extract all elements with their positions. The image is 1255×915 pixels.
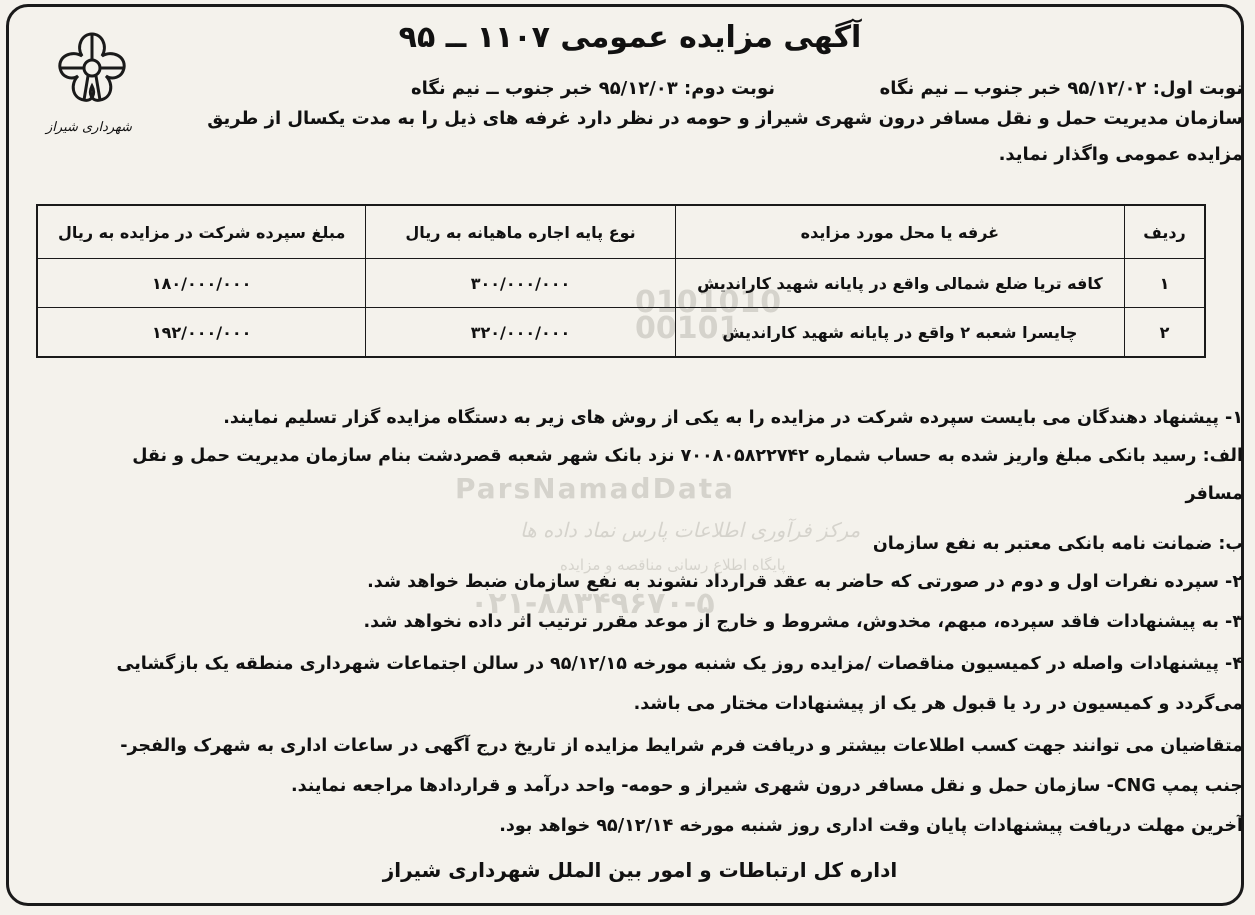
condition-1a-cont: مسافر xyxy=(1185,484,1243,504)
condition-3: ۳- به پیشنهادات فاقد سپرده، مبهم، مخدوش، مشروط و خارج از موعد مقرر ترتیب اثر داده نخواهد شد. xyxy=(363,612,1243,632)
condition-1a: الف: رسید بانکی مبلغ واریز شده به حساب شماره ۷۰۰۸۰۵۸۲۲۷۴۲ نزد بانک شهر شعبه قصردشت بنام سازمان مدیریت حمل و نقل xyxy=(132,446,1243,466)
row-number: ۲ xyxy=(1125,308,1205,358)
watermark-phone: ۰۲۱-۸۸۳۴۹۶۷۰-۵ xyxy=(470,586,715,621)
row-place: کافه تریا ضلع شمالی واقع در پایانه شهید کاراندیش xyxy=(675,259,1124,308)
condition-1: ۱- پیشنهاد دهندگان می بایست سپرده شرکت در مزایده را به یکی از روش های زیر به دستگاه مزایده گزار تسلیم نمایند. xyxy=(223,408,1243,428)
issuer-signature: اداره کل ارتباطات و امور بین الملل شهرداری شیراز xyxy=(382,858,898,882)
first-round: نوبت اول: ۹۵/۱۲/۰۲ خبر جنوب ــ نیم نگاه xyxy=(879,78,1243,99)
watermark-subtitle-2: پایگاه اطلاع رسانی مناقصه و مزایده xyxy=(560,556,786,574)
table-header-row xyxy=(37,205,1205,259)
row-deposit: ۱۸۰/۰۰۰/۰۰۰ xyxy=(37,259,366,308)
notice-title: آگهی مزایده عمومی ۱۱۰۷ ــ ۹۵ xyxy=(398,20,862,55)
row-deposit: ۱۹۲/۰۰۰/۰۰۰ xyxy=(37,308,366,358)
condition-4-cont: می‌گردد و کمیسیون در رد یا قبول هر یک از پیشنهادات مختار می باشد. xyxy=(633,694,1243,714)
condition-4: ۴- پیشنهادات واصله در کمیسیون مناقصات /مزایده روز یک شنبه مورخه ۹۵/۱۲/۱۵ در سالن اجتماعات شهرداری منطقه یک بازگشایی xyxy=(116,654,1243,674)
applicants-info: متقاضیان می توانند جهت کسب اطلاعات بیشتر و دریافت فرم شرایط مزایده از تاریخ درج آگهی در ساعات اداری به شهرک والفجر- xyxy=(120,736,1243,756)
second-round: نوبت دوم: ۹۵/۱۲/۰۳ خبر جنوب ــ نیم نگاه xyxy=(411,78,775,99)
row-place: چایسرا شعبه ۲ واقع در پایانه شهید کاراندیش xyxy=(675,308,1124,358)
header-row-number: ردیف xyxy=(1125,205,1205,259)
header-deposit: مبلغ سپرده شرکت در مزایده به ریال xyxy=(37,205,366,259)
auction-table xyxy=(36,204,1206,358)
intro-line-2: مزایده عمومی واگذار نماید. xyxy=(998,144,1243,165)
condition-1b: ب: ضمانت نامه بانکی معتبر به نفع سازمان xyxy=(872,534,1243,554)
intro-line-1: سازمان مدیریت حمل و نقل مسافر درون شهری شیراز و حومه در نظر دارد غرفه های ذیل را به مدت یکسال از طریق xyxy=(207,108,1243,129)
row-rent: ۳۲۰/۰۰۰/۰۰۰ xyxy=(366,308,675,358)
row-number: ۱ xyxy=(1125,259,1205,308)
watermark-subtitle: مرکز فرآوری اطلاعات پارس نماد داده ها xyxy=(520,518,861,542)
table-row xyxy=(37,308,1205,358)
table-row xyxy=(37,259,1205,308)
header-rent: نوع پایه اجاره ماهیانه به ریال xyxy=(366,205,675,259)
row-rent: ۳۰۰/۰۰۰/۰۰۰ xyxy=(366,259,675,308)
watermark-digits: 010101000101 xyxy=(635,285,782,346)
logo-caption: شهرداری شیراز xyxy=(46,120,132,135)
condition-2: ۲- سپرده نفرات اول و دوم در صورتی که حاضر به عقد قرارداد نشوند به نفع سازمان ضبط خواهد شد. xyxy=(367,572,1243,592)
watermark-brand: ParsNamadData xyxy=(455,472,735,505)
deadline: آخرین مهلت دریافت پیشنهادات پایان وقت اداری روز شنبه مورخه ۹۵/۱۲/۱۴ خواهد بود. xyxy=(499,816,1243,836)
header-place: غرفه یا محل مورد مزایده xyxy=(675,205,1124,259)
applicants-info-cont: جنب پمپ CNG- سازمان حمل و نقل مسافر درون شهری شیراز و حومه- واحد درآمد و قراردادها مراجعه نمایند. xyxy=(290,776,1243,796)
